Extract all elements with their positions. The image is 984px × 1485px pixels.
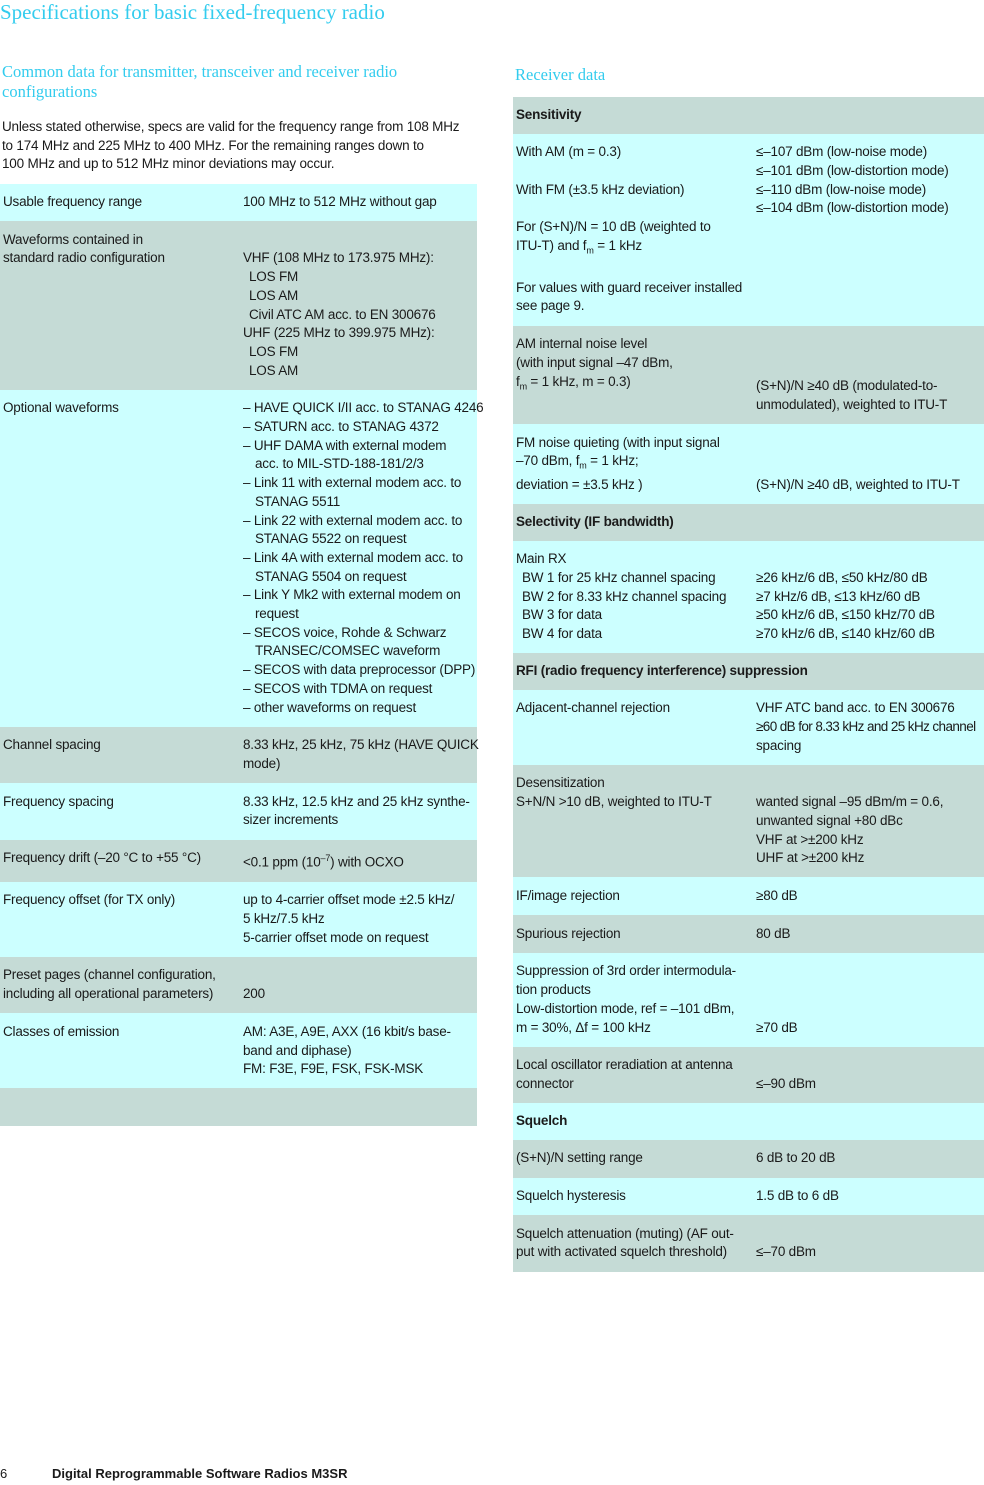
label-line: Local oscillator reradiation at antenna xyxy=(516,1057,733,1073)
spec-label xyxy=(516,143,756,316)
value-line: request xyxy=(255,606,299,622)
spec-value: 80 dB xyxy=(756,925,791,941)
label-text: –70 dBm, f xyxy=(516,453,580,469)
value-line: UHF at >±200 kHz xyxy=(756,850,865,866)
spec-row-channel-spacing xyxy=(0,727,477,783)
label-line: S+N/N >10 dB, weighted to ITU-T xyxy=(516,794,712,810)
value-line: LOS FM xyxy=(249,343,299,359)
value-line: – Link Y Mk2 with external modem on xyxy=(243,587,461,603)
value-line: unwanted signal +80 dBc xyxy=(756,812,903,828)
label-line: For values with guard receiver installed xyxy=(516,279,743,295)
value-line: – Link 22 with external modem acc. to xyxy=(243,512,463,528)
section-heading-squelch: Squelch xyxy=(513,1103,984,1140)
value-line: ≤–107 dBm (low-noise mode) xyxy=(756,144,928,160)
receiver-data-title: Receiver data xyxy=(515,65,606,84)
spec-value xyxy=(756,434,984,495)
value-line: VHF (108 MHz to 173.975 MHz): xyxy=(243,250,434,266)
spec-label xyxy=(516,550,756,644)
spec-value xyxy=(243,849,477,872)
spec-value xyxy=(756,962,984,1037)
spec-row-am-noise-level xyxy=(513,326,984,424)
label-text: f xyxy=(516,373,520,389)
spec-label xyxy=(516,774,756,868)
spec-row-if-image-rejection xyxy=(513,877,984,915)
spec-value xyxy=(756,774,984,868)
value-line: – SATURN acc. to STANAG 4372 xyxy=(243,419,439,435)
spec-label xyxy=(516,962,756,1037)
intro-line: Unless stated otherwise, specs are valid for the frequency range from 108 MHz xyxy=(2,119,460,134)
section-heading-rfi: RFI (radio frequency interference) suppression xyxy=(513,653,984,690)
label-line: Suppression of 3rd order intermodula- xyxy=(516,963,736,979)
label-line: With AM (m = 0.3) xyxy=(516,144,621,160)
label-line: including all operational parameters) xyxy=(3,986,214,1002)
value-line: FM: F3E, F9E, FSK, FSK-MSK xyxy=(243,1061,424,1077)
title-line: Common data for transmitter, transceiver and receiver radio xyxy=(2,62,398,81)
spec-label: Squelch hysteresis xyxy=(516,1188,626,1204)
spec-label xyxy=(3,966,243,1003)
label-line: put with activated squelch threshold) xyxy=(516,1244,727,1260)
value-line: ≥70 dB xyxy=(756,1019,798,1035)
value-line: ≥50 kHz/6 dB, ≤150 kHz/70 dB xyxy=(756,607,935,623)
value-line: – SECOS with data preprocessor (DPP) xyxy=(243,662,476,678)
spec-row-frequency-spacing xyxy=(0,783,477,839)
spec-row-selectivity xyxy=(513,541,984,654)
value-line: (S+N)/N ≥40 dB (modulated-to- xyxy=(756,378,938,394)
common-data-title xyxy=(2,62,477,102)
value-line: – SECOS voice, Rohde & Schwarz xyxy=(243,624,447,640)
value-line: AM: A3E, A9E, AXX (16 kbit/s base- xyxy=(243,1023,451,1039)
spec-label xyxy=(516,1225,756,1262)
spec-label: Adjacent-channel rejection xyxy=(516,700,670,716)
label-line: Waveforms contained in xyxy=(3,231,143,247)
spec-row-empty xyxy=(0,1088,477,1126)
value-line: VHF at >±200 kHz xyxy=(756,831,864,847)
value-line: LOS AM xyxy=(249,362,299,378)
value-line: wanted signal –95 dBm/m = 0.6, xyxy=(756,794,944,810)
common-data-section xyxy=(0,62,484,1126)
value-line: 8.33 kHz, 25 kHz, 75 kHz (HAVE QUICK xyxy=(243,737,479,753)
spec-row-classes-of-emission xyxy=(0,1013,477,1088)
spec-label xyxy=(516,1056,756,1093)
value-line: Civil ATC AM acc. to EN 300676 xyxy=(249,306,436,322)
value-line: ≥26 kHz/6 dB, ≤50 kHz/80 dB xyxy=(756,569,928,585)
spec-row-waveforms xyxy=(0,221,477,390)
spec-label: Classes of emission xyxy=(3,1023,120,1039)
spec-label: Frequency drift (–20 °C to +55 °C) xyxy=(3,850,201,866)
spec-value xyxy=(243,231,477,381)
spec-value: 6 dB to 20 dB xyxy=(756,1150,836,1166)
value-line: band and diphase) xyxy=(243,1042,352,1058)
spec-label xyxy=(516,335,756,414)
label-line: BW 4 for data xyxy=(522,625,602,641)
spec-row-sensitivity xyxy=(513,134,984,326)
intro-text xyxy=(2,118,477,174)
label-text: ITU-T) and f xyxy=(516,237,587,253)
label-text: = 1 kHz; xyxy=(586,453,639,469)
spec-value xyxy=(243,891,477,947)
label-line: (with input signal –47 dBm, xyxy=(516,354,673,370)
value-line: spacing xyxy=(756,737,802,753)
spec-row-squelch-attenuation xyxy=(513,1215,984,1271)
spec-value xyxy=(756,1056,984,1093)
label-line: m = 30%, Δf = 100 kHz xyxy=(516,1019,651,1035)
spec-value xyxy=(756,699,984,755)
label-line: Preset pages (channel configuration, xyxy=(3,967,216,983)
value-line: 5-carrier offset mode on request xyxy=(243,929,429,945)
value-line: STANAG 5504 on request xyxy=(255,568,407,584)
spec-row-optional-waveforms xyxy=(0,390,484,727)
value-line: ≥70 kHz/6 dB, ≤140 kHz/60 dB xyxy=(756,625,935,641)
label-line: connector xyxy=(516,1075,574,1091)
spec-label: Channel spacing xyxy=(3,737,101,753)
section-heading-sensitivity: Sensitivity xyxy=(513,97,984,134)
spec-row-squelch-range xyxy=(513,1140,984,1178)
label-sub: m xyxy=(579,461,587,472)
spec-row-adjacent-channel xyxy=(513,690,984,765)
spec-label: Usable frequency range xyxy=(3,194,142,209)
title-line: configurations xyxy=(2,82,98,101)
value-line: ≤–70 dBm xyxy=(756,1244,816,1260)
value-line: – other waveforms on request xyxy=(243,699,416,715)
spec-value xyxy=(243,736,479,773)
spec-row-spurious-rejection xyxy=(513,915,984,953)
spec-label: Spurious rejection xyxy=(516,925,621,941)
value-line: STANAG 5511 xyxy=(255,493,341,509)
spec-value xyxy=(756,335,984,414)
intro-line: 100 MHz and up to 512 MHz minor deviations may occur. xyxy=(2,156,335,171)
value-line: – HAVE QUICK I/II acc. to STANAG 4246 xyxy=(243,400,484,416)
label-sub: m xyxy=(586,245,594,256)
label-line: BW 2 for 8.33 kHz channel spacing xyxy=(522,588,727,604)
label-line: deviation = ±3.5 kHz ) xyxy=(516,476,643,492)
spec-value xyxy=(756,143,984,316)
spec-row-fm-noise-quieting xyxy=(513,424,984,504)
value-line: mode) xyxy=(243,755,281,771)
value-line: – SECOS with TDMA on request xyxy=(243,680,433,696)
spec-label xyxy=(516,434,756,495)
value-line: – UHF DAMA with external modem xyxy=(243,437,447,453)
spec-row-desensitization xyxy=(513,765,984,878)
value-line: STANAG 5522 on request xyxy=(255,531,407,547)
value-line: UHF (225 MHz to 399.975 MHz): xyxy=(243,325,435,341)
label-line: FM noise quieting (with input signal xyxy=(516,434,720,450)
value-line: up to 4-carrier offset mode ±2.5 kHz/ xyxy=(243,892,455,908)
spec-label: Frequency offset (for TX only) xyxy=(3,892,176,908)
spec-label xyxy=(3,231,243,381)
intro-line: to 174 MHz and 225 MHz to 400 MHz. For the remaining ranges down to xyxy=(2,137,424,153)
value-line: VHF ATC band acc. to EN 300676 xyxy=(756,700,955,716)
label-line: Low-distortion mode, ref = –101 dBm, xyxy=(516,1000,735,1016)
page-footer xyxy=(0,1466,347,1481)
spec-row-frequency-offset xyxy=(0,882,477,957)
label-line: Squelch attenuation (muting) (AF out- xyxy=(516,1225,734,1241)
value-line: ≥60 dB for 8.33 kHz and 25 kHz channel xyxy=(756,719,976,735)
value-line: unmodulated), weighted to ITU-T xyxy=(756,396,948,412)
page-number: 6 xyxy=(0,1466,8,1481)
spec-value xyxy=(756,550,984,644)
label-text: = 1 kHz xyxy=(593,237,642,253)
spec-value xyxy=(756,1225,984,1262)
value-line: acc. to MIL-STD-188-181/2/3 xyxy=(255,456,424,472)
spec-value xyxy=(243,399,483,717)
value-line: ≤–104 dBm (low-distortion mode) xyxy=(756,200,949,216)
value-line: ≥7 kHz/6 dB, ≤13 kHz/60 dB xyxy=(756,588,921,604)
spec-label: IF/image rejection xyxy=(516,887,620,903)
value-line: 200 xyxy=(243,986,265,1002)
value-line: (S+N)/N ≥40 dB, weighted to ITU-T xyxy=(756,476,960,492)
value-line: LOS AM xyxy=(249,287,299,303)
value-line: ≤–110 dBm (low-noise mode) xyxy=(756,181,927,197)
label-line: Desensitization xyxy=(516,775,605,791)
value-text: <0.1 ppm (10 xyxy=(243,854,321,870)
value-line: – Link 11 with external modem acc. to xyxy=(243,475,462,491)
section-heading-selectivity: Selectivity (IF bandwidth) xyxy=(513,504,984,541)
spec-row-preset-pages xyxy=(0,957,477,1013)
spec-row-squelch-hysteresis xyxy=(513,1178,984,1216)
receiver-data-section xyxy=(513,65,984,1272)
value-sup: –7 xyxy=(320,853,331,864)
value-line: ≤–101 dBm (low-distortion mode) xyxy=(756,162,949,178)
value-text: ) with OCXO xyxy=(330,854,404,870)
spec-value: 100 MHz to 512 MHz without gap xyxy=(243,194,437,209)
value-line: ≤–90 dBm xyxy=(756,1075,816,1091)
label-line: With FM (±3.5 kHz deviation) xyxy=(516,181,685,197)
value-line: sizer increments xyxy=(243,812,339,828)
spec-value xyxy=(243,966,477,1003)
spec-value: ≥80 dB xyxy=(756,887,798,903)
spec-row-local-oscillator xyxy=(513,1047,984,1103)
spec-value xyxy=(243,793,477,830)
label-line: BW 1 for 25 kHz channel spacing xyxy=(522,569,716,585)
page-title: Specifications for basic fixed-frequency radio xyxy=(0,0,385,24)
label-line: tion products xyxy=(516,982,591,998)
spec-row-intermodulation xyxy=(513,953,984,1047)
label-line: For (S+N)/N = 10 dB (weighted to xyxy=(516,218,711,234)
value-line: 8.33 kHz, 12.5 kHz and 25 kHz synthe- xyxy=(243,793,470,809)
label-text: = 1 kHz, m = 0.3) xyxy=(526,373,631,389)
spec-label: (S+N)/N setting range xyxy=(516,1150,643,1166)
spec-row-usable-frequency xyxy=(0,184,477,222)
spec-value xyxy=(243,1023,477,1079)
spec-label: Optional waveforms xyxy=(3,400,119,416)
label-line: standard radio configuration xyxy=(3,250,165,266)
value-line: – Link 4A with external modem acc. to xyxy=(243,549,463,565)
value-line: LOS FM xyxy=(249,269,299,285)
value-line: 5 kHz/7.5 kHz xyxy=(243,910,325,926)
label-line: Main RX xyxy=(516,551,567,567)
spec-value: 1.5 dB to 6 dB xyxy=(756,1188,839,1204)
label-line: AM internal noise level xyxy=(516,336,648,352)
label-line: see page 9. xyxy=(516,298,585,314)
value-line: TRANSEC/COMSEC waveform xyxy=(255,643,441,659)
spec-row-frequency-drift xyxy=(0,840,477,882)
label-sub: m xyxy=(519,381,527,392)
spec-label: Frequency spacing xyxy=(3,793,114,809)
label-line: BW 3 for data xyxy=(522,607,602,623)
document-title: Digital Reprogrammable Software Radios M3SR xyxy=(52,1466,348,1481)
